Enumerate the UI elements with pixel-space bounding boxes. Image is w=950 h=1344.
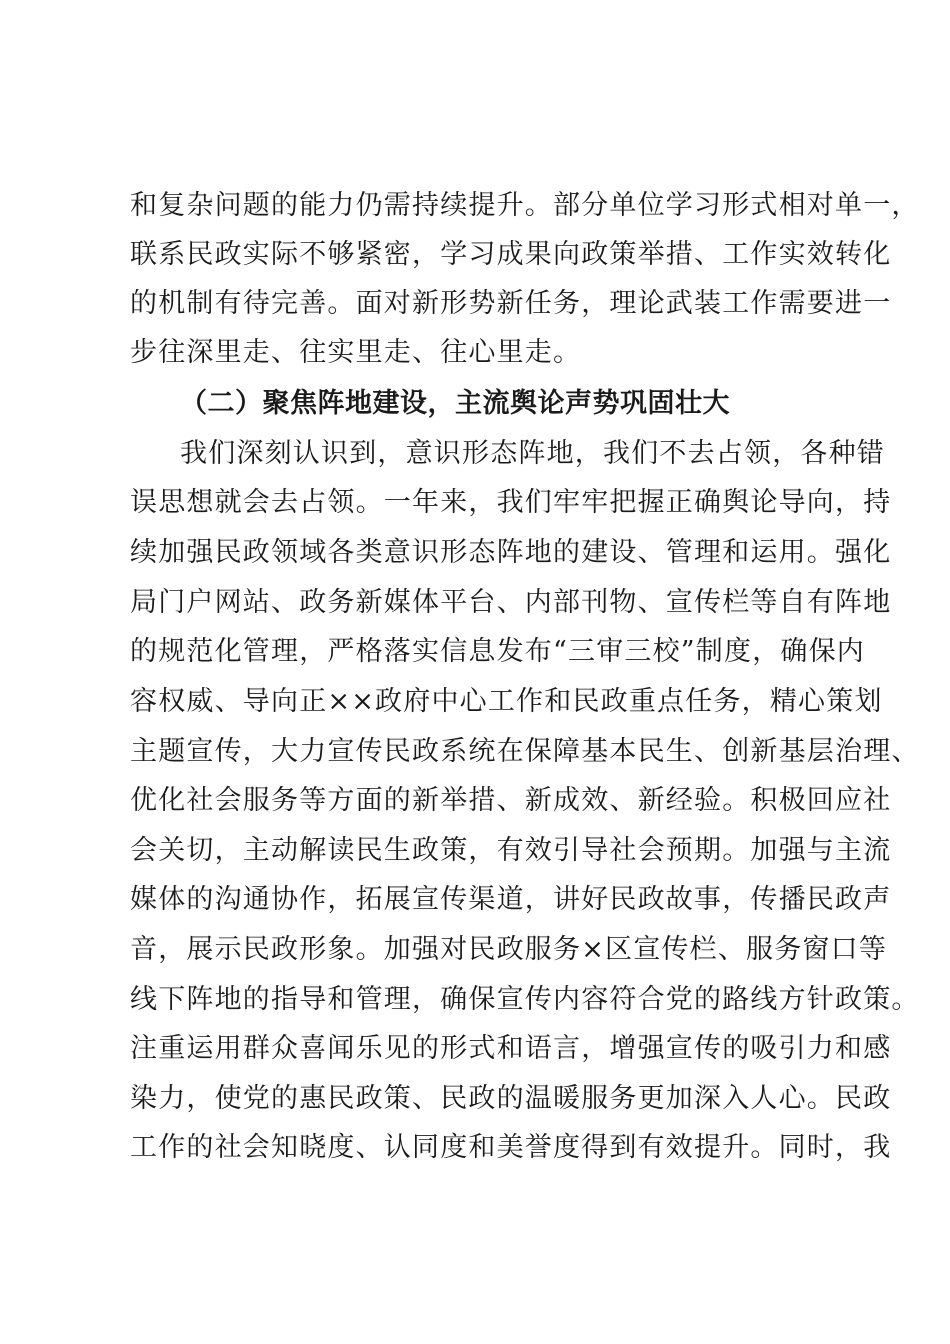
paragraph-line: 染力，使党的惠民政策、民政的温暖服务更加深入人心。民政 xyxy=(130,1083,892,1114)
paragraph-line: 音，展示民政形象。加强对民政服务×区宣传栏、服务窗口等 xyxy=(130,934,888,965)
paragraph-line: 和复杂问题的能力仍需持续提升。部分单位学习形式相对单一， xyxy=(130,190,920,221)
paragraph-line: 的规范化管理，严格落实信息发布“三审三校”制度，确保内 xyxy=(130,636,866,667)
paragraph-line: 会关切，主动解读民生政策，有效引导社会预期。加强与主流 xyxy=(130,835,892,866)
paragraph-line: 注重运用群众喜闻乐见的形式和语言，增强宣传的吸引力和感 xyxy=(130,1033,892,1064)
paragraph-line: 我们深刻认识到，意识形态阵地，我们不去占领，各种错 xyxy=(180,438,885,469)
paragraph-line: 容权威、导向正××政府中心工作和民政重点任务，精心策划 xyxy=(130,686,883,717)
paragraph-line: 媒体的沟通协作，拓展宣传渠道，讲好民政故事，传播民政声 xyxy=(130,884,892,915)
paragraph-line: 优化社会服务等方面的新举措、新成效、新经验。积极回应社 xyxy=(130,785,892,816)
paragraph-line: 步往深里走、往实里走、往心里走。 xyxy=(130,337,582,368)
paragraph-line: 工作的社会知晓度、认同度和美誉度得到有效提升。同时，我 xyxy=(130,1132,892,1163)
paragraph-line: 联系民政实际不够紧密，学习成果向政策举措、工作实效转化 xyxy=(130,239,892,270)
paragraph-line: 续加强民政领域各类意识形态阵地的建设、管理和运用。强化 xyxy=(130,537,892,568)
paragraph-line: 主题宣传，大力宣传民政系统在保障基本民生、创新基层治理、 xyxy=(130,736,920,767)
section-heading: （二）聚焦阵地建设，主流舆论声势巩固壮大 xyxy=(180,388,730,419)
paragraph-line: 局门户网站、政务新媒体平台、内部刊物、宣传栏等自有阵地 xyxy=(130,587,892,618)
paragraph-line: 误思想就会去占领。一年来，我们牢牢把握正确舆论导向，持 xyxy=(130,487,892,518)
paragraph-line: 线下阵地的指导和管理，确保宣传内容符合党的路线方针政策。 xyxy=(130,984,920,1015)
paragraph-line: 的机制有待完善。面对新形势新任务，理论武装工作需要进一 xyxy=(130,288,892,319)
